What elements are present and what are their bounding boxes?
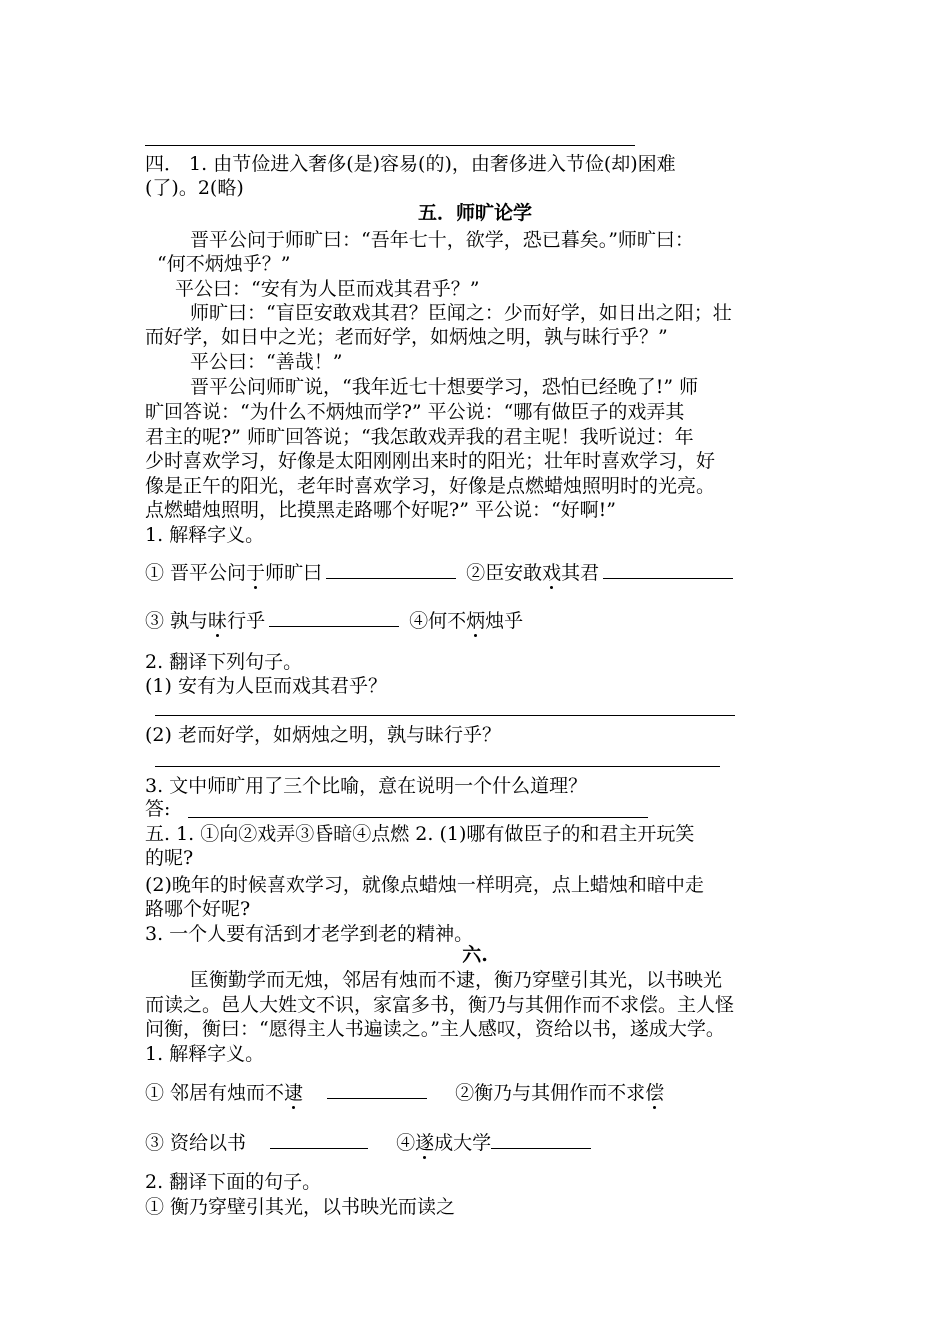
answer-line: (2)晚年的时候喜欢学习，就像点蜡烛一样明亮，点上蜡烛和暗中走 — [145, 874, 704, 896]
question-item: ③ 资给以书 ④遂成大学 — [145, 1130, 595, 1155]
question-heading: 1. 解释字义。 — [145, 524, 265, 546]
passage-line: 匡衡勤学而无烛，邻居有烛而不逮，衡乃穿壁引其光，以书映光 — [190, 969, 723, 991]
question-item: (2) 老而好学，如炳烛之明，孰与昧行乎？ — [145, 724, 501, 746]
translation-line: 少时喜欢学习，好像是太阳刚刚出来时的阳光；壮年时喜欢学习，好 — [145, 450, 716, 472]
answer-blank[interactable] — [327, 1080, 427, 1099]
passage-line: 而好学，如日中之光；老而好学，如炳烛之明，孰与昧行乎？” — [145, 326, 668, 348]
question-heading: 1. 解释字义。 — [145, 1043, 265, 1065]
passage-line: 平公曰：“安有为人臣而戏其君乎？” — [175, 278, 480, 300]
question-item: ① 邻居有烛而不逮 ②衡乃与其佣作而不求偿 — [145, 1082, 665, 1104]
section-title: 六. — [462, 944, 488, 966]
answer-line-blank[interactable] — [155, 715, 735, 716]
passage-line: 而读之。邑人大姓文不识，家富多书，衡乃与其佣作而不求偿。主人怪 — [145, 994, 735, 1016]
answer-blank[interactable] — [270, 1130, 368, 1149]
section-title: 五．师旷论学 — [417, 202, 532, 224]
passage-line: 问衡，衡曰：“愿得主人书遍读之。”主人感叹，资给以书，遂成大学。 — [145, 1018, 725, 1040]
translation-line: 点燃蜡烛照明，比摸黑走路哪个好呢?” 平公说：“好啊!” — [145, 499, 617, 521]
answer-label: 答: — [145, 798, 171, 820]
answer-blank[interactable] — [603, 560, 733, 579]
answer-line: 四． 1. 由节俭进入奢侈(是)容易(的)，由奢侈进入节俭(却)困难 — [145, 153, 676, 175]
question-heading: 2. 翻译下列句子。 — [145, 651, 303, 673]
answer-line: 五. 1. ①向②戏弄③昏暗④点燃 2. (1)哪有做臣子的和君主开玩笑 — [145, 823, 695, 845]
question-item: (1) 安有为人臣而戏其君乎？ — [145, 675, 387, 697]
translation-line: 晋平公问师旷说，“我年近七十想要学习，恐怕已经晚了!” 师 — [190, 376, 699, 398]
answer-line: (了)。2(略) — [145, 177, 244, 199]
passage-line: 晋平公问于师旷曰：“吾年七十，欲学，恐已暮矣。”师旷曰： — [190, 229, 694, 251]
passage-line: 平公曰：“善哉！” — [190, 351, 343, 373]
top-divider — [145, 145, 635, 146]
question-item: 3. 文中师旷用了三个比喻，意在说明一个什么道理？ — [145, 775, 588, 797]
question-heading: 2. 翻译下面的句子。 — [145, 1171, 322, 1193]
question-item: ③ 孰与昧行乎 ④何不炳烛乎 — [145, 610, 524, 632]
answer-blank[interactable] — [326, 560, 456, 579]
translation-line: 旷回答说：“为什么不炳烛而学?” 平公说：“哪有做臣子的戏弄其 — [145, 401, 685, 423]
passage-line: “何不炳烛乎？” — [157, 253, 291, 275]
answer-line: 的呢? — [145, 847, 194, 869]
answer-blank[interactable] — [491, 1130, 591, 1149]
answer-line-blank[interactable] — [155, 766, 720, 767]
passage-line: 师旷曰：“盲臣安敢戏其君？臣闻之：少而好学，如日出之阳；壮 — [190, 302, 732, 324]
answer-line-blank[interactable] — [188, 817, 648, 818]
translation-line: 君主的呢?” 师旷回答说；“我怎敢戏弄我的君主呢！我听说过：年 — [145, 426, 694, 448]
question-item: ① 衡乃穿壁引其光，以书映光而读之 — [145, 1196, 456, 1218]
question-item: ① 晋平公问于师旷曰 ②臣安敢戏其君 — [145, 560, 737, 585]
answer-line: 路哪个好呢? — [145, 898, 251, 920]
answer-line: 3. 一个人要有活到才老学到老的精神。 — [145, 923, 474, 945]
translation-line: 像是正午的阳光，老年时喜欢学习，好像是点燃蜡烛照明时的光亮。 — [145, 475, 716, 497]
answer-blank[interactable] — [269, 608, 399, 627]
